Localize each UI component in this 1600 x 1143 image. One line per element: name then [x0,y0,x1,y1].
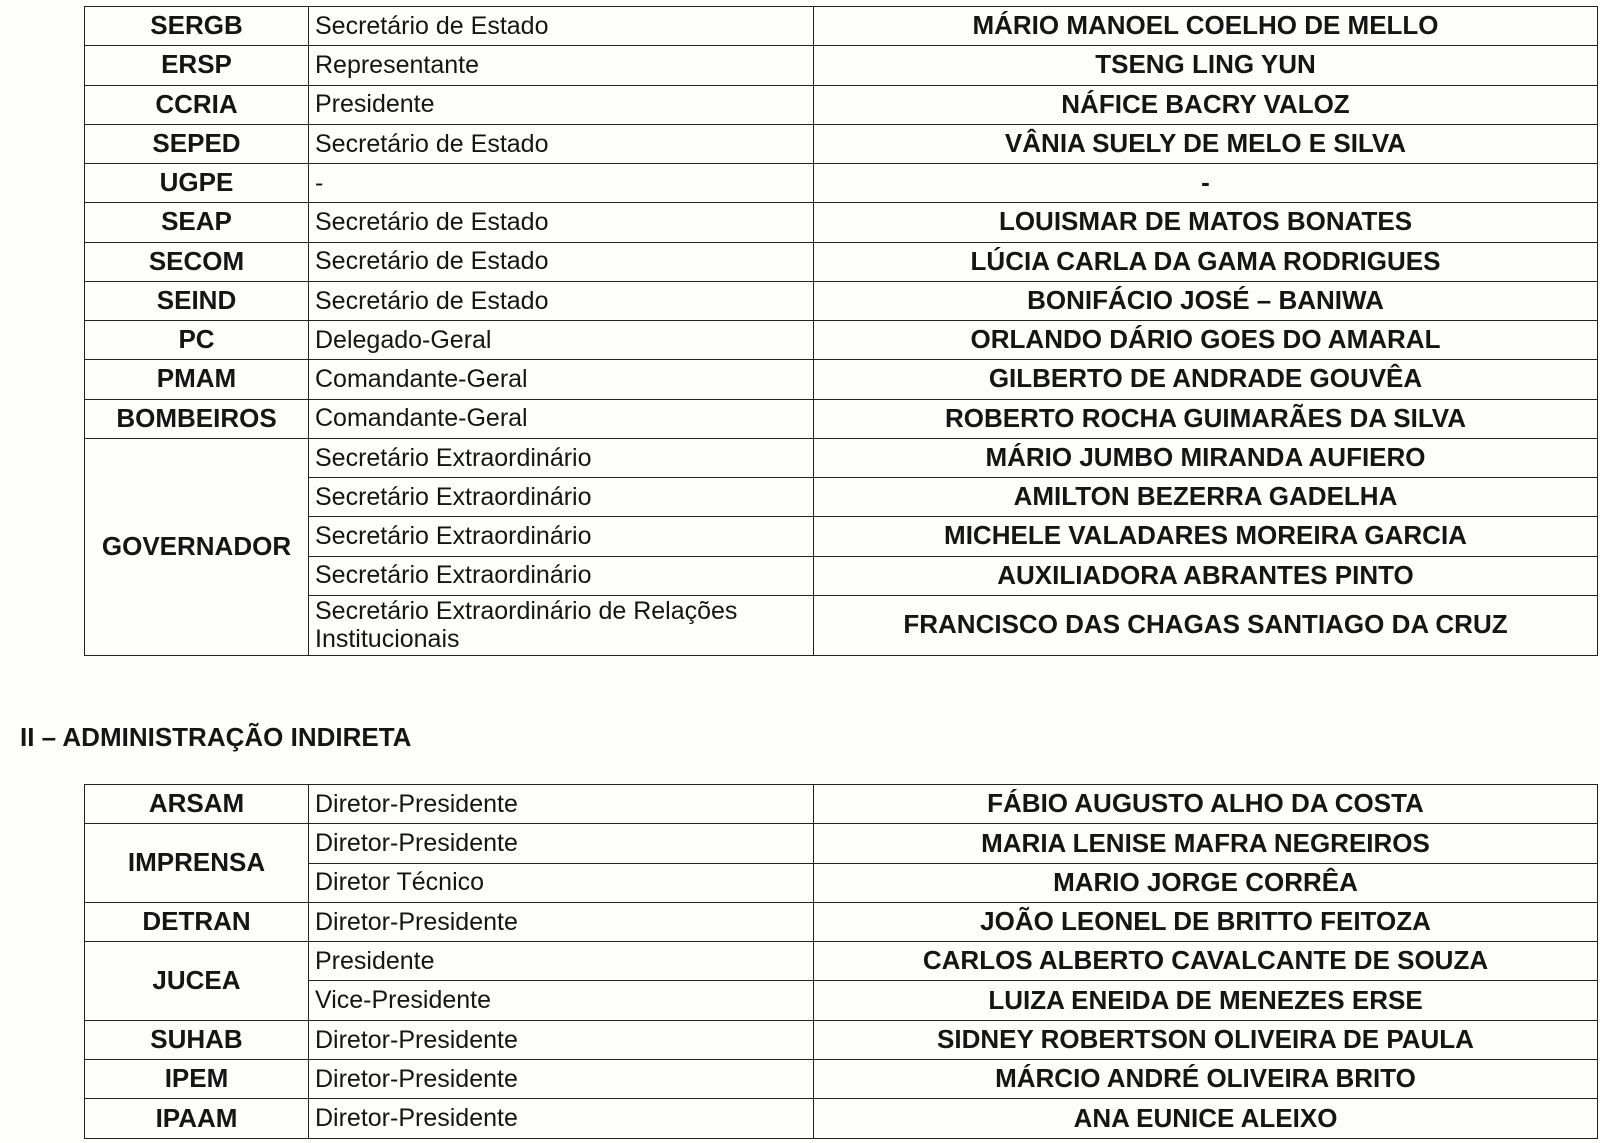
role-cell: Delegado-Geral [309,321,814,360]
table-row [85,1060,1598,1099]
table-row [85,517,1598,556]
role-cell: Vice-Presidente [309,981,814,1020]
role-cell: Secretário de Estado [309,203,814,242]
organ-cell: IMPRENSA [85,824,309,903]
table-row [85,7,1598,46]
table-row [85,863,1598,902]
table-row [85,85,1598,124]
role-cell: - [309,164,814,203]
role-cell: Secretário de Estado [309,7,814,46]
holder-name-cell: MARIA LENISE MAFRA NEGREIROS [814,824,1598,863]
role-cell: Diretor-Presidente [309,824,814,863]
holder-name-cell: BONIFÁCIO JOSÉ – BANIWA [814,281,1598,320]
holder-name-cell: MICHELE VALADARES MOREIRA GARCIA [814,517,1598,556]
role-cell: Presidente [309,85,814,124]
holder-name-cell: AMILTON BEZERRA GADELHA [814,478,1598,517]
organ-cell: DETRAN [85,902,309,941]
section-title-indirect: II – ADMINISTRAÇÃO INDIRETA [20,722,412,752]
table-row [85,360,1598,399]
role-cell: Presidente [309,942,814,981]
role-cell: Secretário de Estado [309,242,814,281]
table-row [85,981,1598,1020]
organ-cell: JUCEA [85,942,309,1021]
holder-name-cell: NÁFICE BACRY VALOZ [814,85,1598,124]
holder-name-cell: MARIO JORGE CORRÊA [814,863,1598,902]
role-cell: Representante [309,46,814,85]
holder-name-cell: FÁBIO AUGUSTO ALHO DA COSTA [814,785,1598,824]
table-row [85,1020,1598,1059]
organ-cell: IPAAM [85,1099,309,1138]
organ-cell: UGPE [85,164,309,203]
table-row [85,321,1598,360]
role-cell: Secretário de Estado [309,124,814,163]
indirect-administration-body [85,785,1598,1139]
organ-cell: BOMBEIROS [85,399,309,438]
holder-name-cell: MÁRIO JUMBO MIRANDA AUFIERO [814,438,1598,477]
table-row [85,595,1598,655]
holder-name-cell: LUIZA ENEIDA DE MENEZES ERSE [814,981,1598,1020]
table-row [85,124,1598,163]
role-cell: Secretário Extraordinário [309,478,814,517]
role-cell: Diretor-Presidente [309,1060,814,1099]
table-row [85,556,1598,595]
table-row [85,942,1598,981]
holder-name-cell: MÁRCIO ANDRÉ OLIVEIRA BRITO [814,1060,1598,1099]
table-row [85,438,1598,477]
holder-name-cell: VÂNIA SUELY DE MELO E SILVA [814,124,1598,163]
holder-name-cell: LÚCIA CARLA DA GAMA RODRIGUES [814,242,1598,281]
holder-name-cell: ORLANDO DÁRIO GOES DO AMARAL [814,321,1598,360]
table-row [85,399,1598,438]
role-cell: Diretor-Presidente [309,785,814,824]
role-cell: Comandante-Geral [309,360,814,399]
table-row [85,281,1598,320]
direct-administration-body [85,7,1598,656]
holder-name-cell: GILBERTO DE ANDRADE GOUVÊA [814,360,1598,399]
organ-cell: SUHAB [85,1020,309,1059]
table-row [85,1099,1598,1138]
holder-name-cell: FRANCISCO DAS CHAGAS SANTIAGO DA CRUZ [814,595,1598,655]
table-row [85,164,1598,203]
holder-name-cell: TSENG LING YUN [814,46,1598,85]
role-cell: Diretor-Presidente [309,902,814,941]
role-cell: Diretor Técnico [309,863,814,902]
role-cell: Diretor-Presidente [309,1020,814,1059]
role-cell: Secretário de Estado [309,281,814,320]
holder-name-cell: ROBERTO ROCHA GUIMARÃES DA SILVA [814,399,1598,438]
role-cell: Secretário Extraordinário de Relações Institucionais [309,595,814,655]
table-row [85,46,1598,85]
holder-name-cell: MÁRIO MANOEL COELHO DE MELLO [814,7,1598,46]
holder-name-cell: AUXILIADORA ABRANTES PINTO [814,556,1598,595]
table-row [85,785,1598,824]
holder-name-cell: SIDNEY ROBERTSON OLIVEIRA DE PAULA [814,1020,1598,1059]
organ-cell: ERSP [85,46,309,85]
organ-cell: SERGB [85,7,309,46]
organ-cell: SECOM [85,242,309,281]
organ-cell: SEPED [85,124,309,163]
organ-cell: IPEM [85,1060,309,1099]
holder-name-cell: LOUISMAR DE MATOS BONATES [814,203,1598,242]
organ-cell: PMAM [85,360,309,399]
role-cell: Secretário Extraordinário [309,438,814,477]
holder-name-cell: ANA EUNICE ALEIXO [814,1099,1598,1138]
organ-cell: PC [85,321,309,360]
organ-cell: CCRIA [85,85,309,124]
organ-cell: SEIND [85,281,309,320]
role-cell: Comandante-Geral [309,399,814,438]
table-row [85,203,1598,242]
role-cell: Diretor-Presidente [309,1099,814,1138]
holder-name-cell: - [814,164,1598,203]
organ-cell: ARSAM [85,785,309,824]
role-cell: Secretário Extraordinário [309,556,814,595]
direct-administration-table [84,6,1598,656]
table-row [85,902,1598,941]
organ-cell: SEAP [85,203,309,242]
role-cell: Secretário Extraordinário [309,517,814,556]
organ-cell-governador: GOVERNADOR [85,438,309,655]
table-row [85,242,1598,281]
table-row [85,824,1598,863]
holder-name-cell: CARLOS ALBERTO CAVALCANTE DE SOUZA [814,942,1598,981]
holder-name-cell: JOÃO LEONEL DE BRITTO FEITOZA [814,902,1598,941]
indirect-administration-table [84,784,1598,1139]
table-row [85,478,1598,517]
